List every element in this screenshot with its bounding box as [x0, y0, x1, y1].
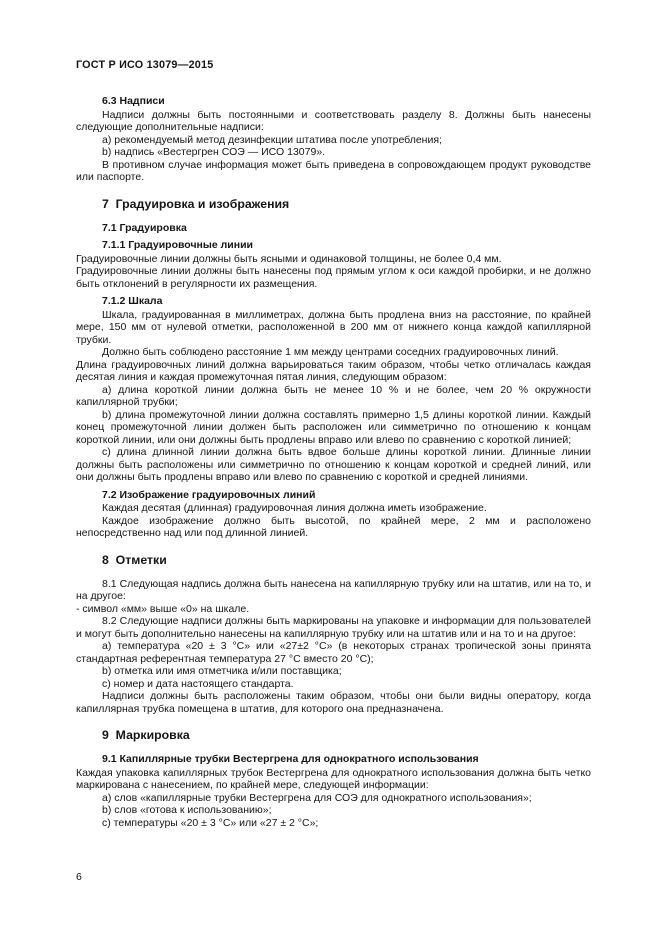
section-heading: 7 Градуировка и изображения [102, 196, 290, 211]
list-item: a) рекомендуемый метод дезинфекции штатива после употребления; [102, 133, 442, 146]
clause-heading: 6.3 Надписи [102, 95, 165, 107]
paragraph: Каждая упаковка капиллярных трубок Вестергрена для однократного использования должна быть четко маркирована с нанесением, по крайней мере, следующей информации: [76, 766, 591, 791]
section-heading: 8 Отметки [102, 552, 167, 567]
list-item: c) температуры «20 ± 3 °С» или «27 ± 2 °С»; [102, 816, 319, 829]
paragraph: Шкала, градуированная в миллиметрах, должна быть продлена вниз на расстояние, по крайней мере, 150 мм от нулевой отметки, расположенной в 200 мм от нижнего конца каждой капиллярной трубки. [76, 308, 591, 346]
document-body [76, 90, 591, 829]
list-item: b) отметка или имя отметчика и/или поставщика; [102, 665, 342, 677]
list-item: b) надпись «Вестергрен СОЭ — ИСО 13079». [102, 146, 326, 158]
list-item: b) слов «готова к использованию»; [102, 804, 272, 816]
document-header: ГОСТ Р ИСО 13079—2015 [76, 59, 214, 71]
section-heading: 9 Маркировка [102, 728, 190, 742]
paragraph: - символ «мм» выше «0» на шкале. [76, 602, 250, 615]
clause-heading: 7.1.1 Градуировочные линии [102, 239, 253, 251]
clause-heading: 9.1 Капиллярные трубки Вестергрена для однократного использования [102, 753, 479, 765]
list-item: c) длина длинной линии должна быть вдвое больше длины короткой линии. Длинные линии должны быть расположены или симметрично по отношению к концам короткой и средней линий, или они должны быть продлены вправо или влево по сравнению с короткой и средней линиями. [76, 446, 591, 483]
paragraph: Должно быть соблюдено расстояние 1 мм между центрами соседних градуировочных линий. [102, 346, 559, 358]
paragraph: Длина градуировочных линий должна варьироваться таким образом, чтобы четко отличалась каждая десятая линия и каждая промежуточная пятая линия, следующим образом: [76, 358, 591, 383]
clause-heading: 7.2 Изображение градуировочных линий [102, 488, 316, 501]
paragraph: В противном случае информация может быть приведена в сопровождающем продукт руководстве или паспорте. [76, 158, 591, 183]
paragraph: Градуировочные линии должны быть ясными и одинаковой толщины, не более 0,4 мм. [76, 252, 502, 265]
list-item: a) температура «20 ± 3 °С» или «27±2 °С» (в некоторых странах тропической зоны принята стандартная референтная температура 27 °С вместо 20 °С); [76, 640, 591, 665]
clause-heading: 7.1 Градуировка [102, 221, 187, 234]
paragraph: 8.1 Следующая надпись должна быть нанесена на капиллярную трубку или на штатив, или на то, и на другое: [76, 577, 591, 602]
list-item: c) номер и дата настоящего стандарта. [102, 677, 294, 690]
list-item: b) длина промежуточной линии должна составлять примерно 1,5 длины короткой линии. Каждый конец промежуточной линии должен быть расположен или симметрично по отношению к концам короткой линии, или они должны быть продлены вправо или влево по сравнению с короткой линией; [76, 408, 591, 446]
paragraph: Надписи должны быть постоянными и соответствовать разделу 8. Должны быть нанесены следующие дополнительные надписи: [76, 108, 591, 133]
paragraph: Градуировочные линии должны быть нанесены под прямым углом к оси каждой пробирки, и не должно быть отклонений в регулярности их размещения. [76, 265, 591, 290]
page-number: 6 [76, 871, 82, 883]
paragraph: Каждая десятая (длинная) градуировочная линия должна иметь изображение. [102, 502, 487, 514]
list-item: a) слов «капиллярные трубки Вестергрена для СОЭ для однократного использования»; [102, 791, 532, 804]
paragraph: 8.2 Следующие надписи должны быть маркированы на упаковке и информации для пользователей и могут быть дополнительно нанесены на капиллярную трубку или на штатив или и на то и на другое: [76, 615, 591, 640]
paragraph: Надписи должны быть расположены таким образом, чтобы они были видны оператору, когда капиллярная трубка помещена в штатив, для которого она предназначена. [76, 690, 591, 715]
paragraph: Каждое изображение должно быть высотой, по крайней мере, 2 мм и расположено непосредственно над или под длинной линией. [76, 514, 591, 539]
list-item: a) длина короткой линии должна быть не менее 10 % и не более, чем 20 % окружности капиллярной трубки; [76, 383, 591, 408]
clause-heading: 7.1.2 Шкала [102, 295, 163, 307]
